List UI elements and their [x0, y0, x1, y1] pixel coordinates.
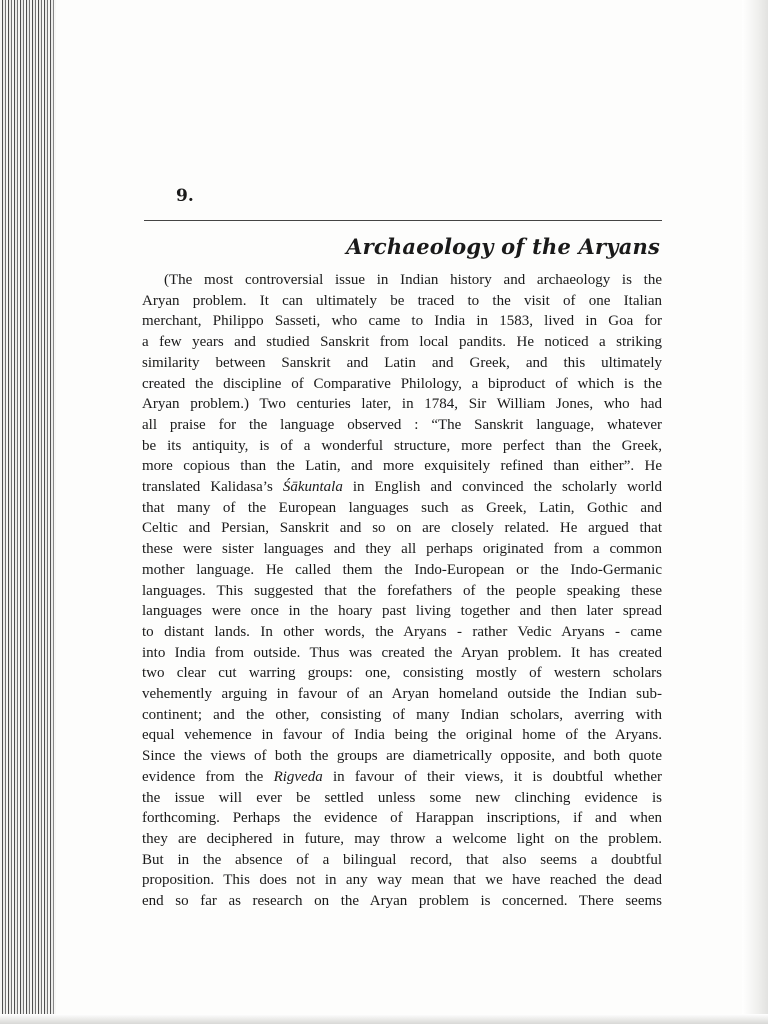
text-line: end so far as research on the Aryan problem is concerned. There seems — [142, 893, 662, 910]
text-line: that many of the European languages such as Greek, Latin, Gothic and — [142, 499, 662, 516]
page-edge-right — [742, 0, 768, 1024]
chapter-title: Archaeology of the Aryans — [346, 234, 660, 259]
text-line: mother language. He called them the Indo-European or the Indo-Germanic — [142, 561, 662, 578]
text-line: they are deciphered in future, may throw a welcome light on the problem. — [142, 830, 662, 847]
text-line: equal vehemence in favour of India being the original home of the Aryans. — [142, 727, 662, 744]
text-line: a few years and studied Sanskrit from local pandits. He noticed a striking — [142, 334, 662, 351]
text-line: two clear cut warring groups: one, consisting mostly of western scholars — [142, 665, 662, 682]
text-line: (The most controversial issue in Indian history and archaeology is the — [164, 272, 662, 288]
page-edge-bottom — [0, 1014, 768, 1024]
text-line: to distant lands. In other words, the Aryans - rather Vedic Aryans - came — [142, 623, 662, 640]
text-line: continent; and the other, consisting of many Indian scholars, averring with — [142, 706, 662, 723]
text-line: merchant, Philippo Sasseti, who came to India in 1583, lived in Goa for — [142, 313, 662, 330]
text-line: proposition. This does not in any way mean that we have reached the dead — [142, 872, 662, 889]
text-line — [142, 477, 662, 498]
text-line: more copious than the Latin, and more exquisitely refined than either”. He — [142, 458, 662, 475]
text-line: Celtic and Persian, Sanskrit and so on are closely related. He argued that — [142, 520, 662, 537]
text-line: forthcoming. Perhaps the evidence of Harappan inscriptions, if and when — [142, 810, 662, 827]
text-line: Aryan problem.) Two centuries later, in 1784, Sir William Jones, who had — [142, 396, 662, 413]
text-line: be its antiquity, is of a wonderful structure, more perfect than the Greek, — [142, 437, 662, 454]
text-line: Aryan problem. It can ultimately be traced to the visit of one Italian — [142, 292, 662, 309]
text-line: all praise for the language observed : “The Sanskrit language, whatever — [142, 416, 662, 433]
body-paragraph — [142, 270, 662, 912]
header-rule — [144, 220, 662, 221]
text-line: into India from outside. Thus was created the Aryan problem. It has created — [142, 644, 662, 661]
text-line: these were sister languages and they all perhaps originated from a common — [142, 541, 662, 558]
text-line: vehemently arguing in favour of an Aryan homeland outside the Indian sub- — [142, 686, 662, 703]
text-fragment: in favour of their views, it is doubtful whether — [332, 768, 662, 785]
text-line: created the discipline of Comparative Philology, a biproduct of which is the — [142, 375, 662, 392]
text-fragment: translated Kalidasa’s — [142, 479, 273, 496]
text-line: languages were once in the hoary past living together and then later spread — [142, 603, 662, 620]
italic-title: Rigveda — [273, 768, 323, 785]
text-line: But in the absence of a bilingual record, that also seems a doubtful — [142, 851, 662, 868]
text-line: the issue will ever be settled unless some new clinching evidence is — [142, 789, 662, 806]
text-line — [142, 767, 662, 788]
chapter-number: 9. — [176, 186, 194, 206]
italic-title: Śākuntala — [282, 479, 343, 496]
text-fragment: evidence from the — [142, 768, 264, 785]
text-fragment: in English and convinced the scholarly world — [352, 479, 662, 496]
text-line: similarity between Sanskrit and Latin and Greek, and this ultimately — [142, 354, 662, 371]
text-line: languages. This suggested that the forefathers of the people speaking these — [142, 582, 662, 599]
text-line: Since the views of both the groups are diametrically opposite, and both quote — [142, 748, 662, 765]
